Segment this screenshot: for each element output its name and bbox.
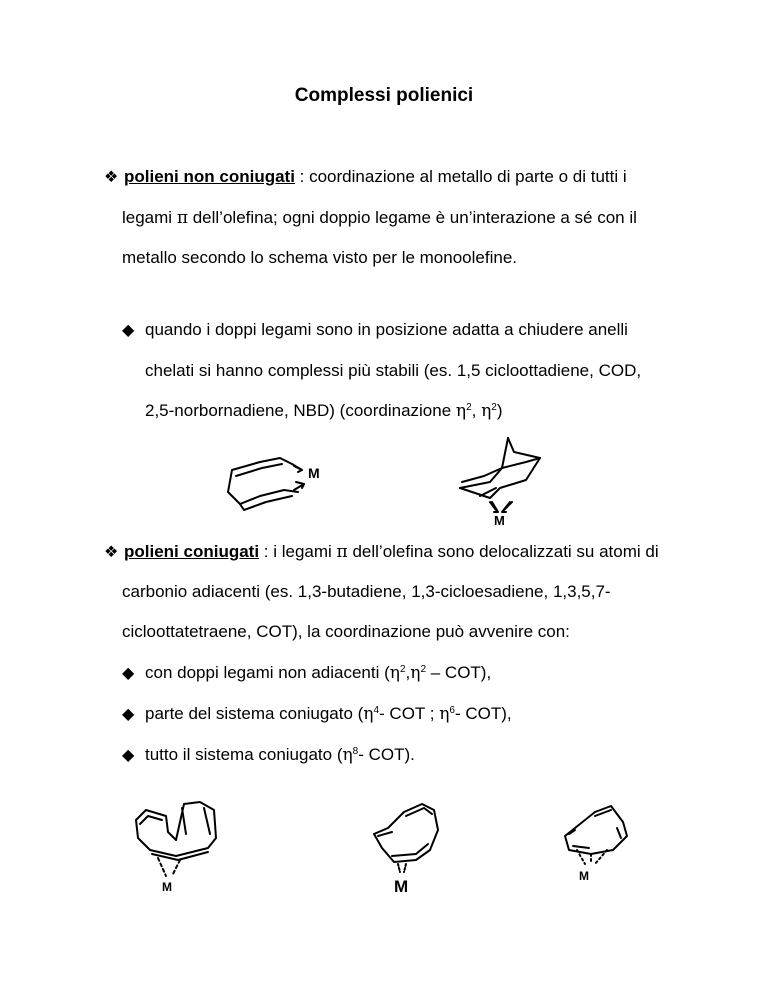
diamond-bullet-icon: ❖ [104, 169, 119, 186]
sub1-line2: chelati si hanno complessi più stabili (es. 1,5 cicloottadiene, COD, [145, 361, 642, 380]
svg-text:M: M [579, 869, 589, 883]
section1-line2: legami π dell’olefina; ogni doppio legame è un’interazione a sé con il [122, 208, 637, 228]
small-diamond-bullet-icon: ◆ [122, 322, 135, 339]
cot-eta8-drawing [555, 800, 645, 885]
sub2-line1: con doppi legami non adiacenti $(\eta^2,\eta^2 - COT)$, [145, 663, 492, 683]
svg-text:M: M [162, 880, 172, 894]
section1-heading: polieni non coniugati [124, 167, 295, 186]
nbd-complex-drawing [450, 432, 560, 527]
section2-line2: carbonio adiacenti (es. 1,3-butadiene, 1,3-cicloesadiene, 1,3,5,7- [122, 582, 611, 601]
sub2-line2: parte del sistema coniugato ($\eta^4-$ COT ; $\eta^6-$ COT), [145, 704, 512, 724]
svg-text:M: M [394, 877, 409, 896]
sub2-line3: tutto il sistema coniugato ($\eta^8-$ COT). [145, 745, 415, 765]
page-title: Complessi polienici [294, 85, 474, 106]
small-diamond-bullet-icon: ◆ [122, 706, 135, 723]
section2-line3: cicloottatetraene, COT), la coordinazione può avvenire con: [122, 622, 570, 641]
section1-line1: polieni non coniugati : coordinazione al metallo di parte o di tutti i [124, 167, 627, 186]
cot-eta2-drawing [128, 798, 238, 893]
small-diamond-bullet-icon: ◆ [122, 665, 135, 682]
small-diamond-bullet-icon: ◆ [122, 747, 135, 764]
sub1-line1: quando i doppi legami sono in posizione adatta a chiudere anelli [145, 320, 628, 339]
section2-heading: polieni coniugati [124, 542, 260, 561]
diamond-bullet-icon: ❖ [104, 544, 119, 561]
cot-eta4-drawing [370, 800, 450, 900]
cod-complex-drawing [222, 450, 332, 520]
section1-line3: metallo secondo lo schema visto per le monoolefine. [122, 248, 517, 267]
sub1-line3: 2,5-norbornadiene, NBD) (coordinazione $\eta^2$, $\eta^2$) [145, 401, 503, 421]
section2-line1: polieni coniugati : i legami π dell’olefina sono delocalizzati su atomi di [124, 542, 659, 562]
svg-text:M: M [494, 513, 505, 528]
svg-text:M: M [308, 465, 320, 481]
